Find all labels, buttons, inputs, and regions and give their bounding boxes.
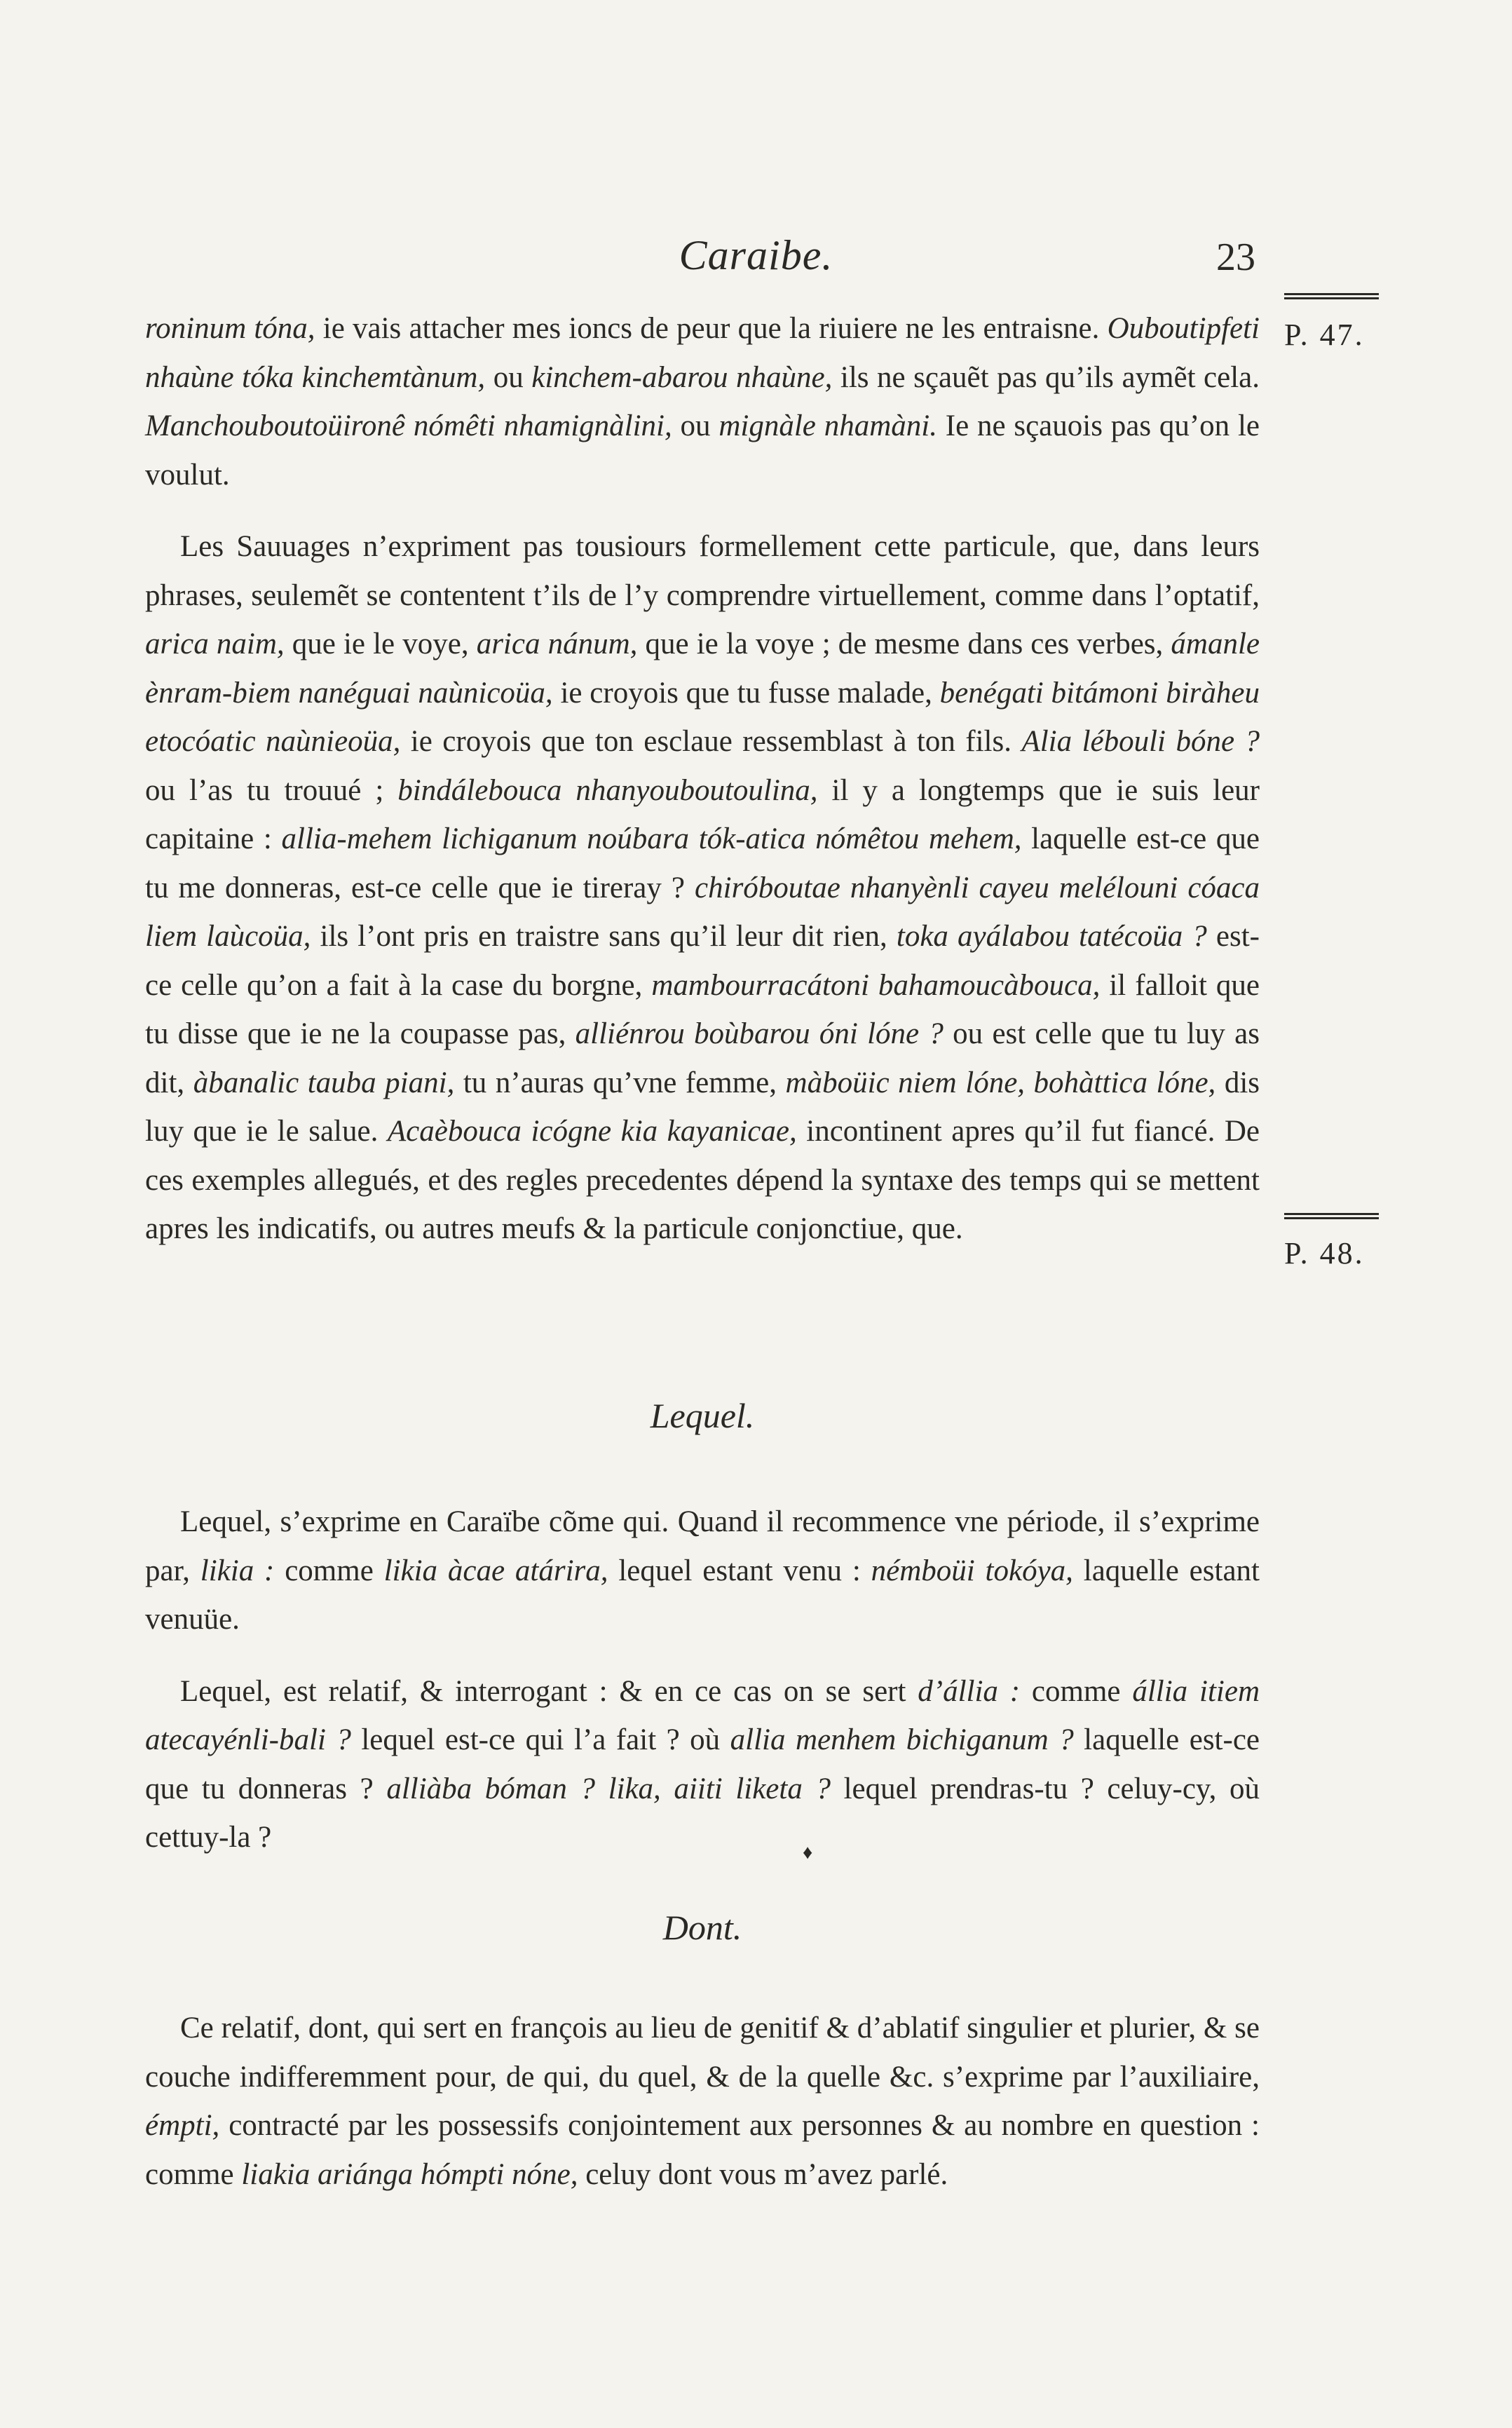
text-run: celuy dont vous m’avez parlé. bbox=[578, 2157, 948, 2191]
text-run: ou bbox=[485, 360, 532, 394]
carib-phrase: alliénrou boùbarou óni lóne ? bbox=[575, 1017, 944, 1050]
carib-phrase: kinchem-abarou nhaùne, bbox=[531, 360, 833, 394]
text-run: ou l’as tu trouué ; bbox=[145, 773, 398, 807]
text-run: incontinent apres qu’il fut fiancé. De ces exemples allegués, et des regles precedentes dépend la syntaxe des temps qui se mettent apres les indicatifs, ou autres meufs & la particule conjonctiue, que. bbox=[145, 1115, 1260, 1245]
section-heading-lequel: Lequel. bbox=[650, 1396, 755, 1435]
text-run: laquelle est-ce que tu donneras ? bbox=[145, 1723, 1260, 1805]
text-run: ils l’ont pris en traistre sans qu’il leur dit rien, bbox=[311, 920, 897, 953]
paragraph bbox=[145, 1498, 1260, 1644]
margin-rule bbox=[1284, 1213, 1379, 1219]
text-run: lequel est-ce qui l’a fait ? où bbox=[350, 1723, 730, 1756]
text-run: il y a longtemps que ie suis leur capitaine : bbox=[145, 773, 1260, 855]
paragraph bbox=[145, 1667, 1260, 1862]
carib-phrase: allia-mehem lichiganum noúbara tók-atica nómêtou mehem, bbox=[281, 822, 1022, 855]
carib-phrase: liakia ariánga hómpti nóne, bbox=[241, 2157, 578, 2191]
paragraph bbox=[145, 522, 1260, 1254]
text-run: dis luy que ie le salue. bbox=[145, 1066, 1260, 1148]
carib-phrase: émpti, bbox=[145, 2109, 220, 2142]
carib-phrase: allia menhem bichiganum ? bbox=[730, 1723, 1074, 1756]
carib-phrase: màboüic niem lóne, bohàttica lóne, bbox=[785, 1066, 1216, 1099]
text-run: ie croyois que tu fusse malade, bbox=[552, 676, 940, 710]
carib-phrase: d’állia : bbox=[918, 1674, 1021, 1708]
text-run: comme bbox=[1020, 1674, 1133, 1708]
carib-phrase: Acaèbouca icógne kia kayanicae, bbox=[387, 1115, 797, 1148]
carib-phrase: benégati bitámoni biràheu etocóatic naùnieoüa, bbox=[145, 676, 1260, 758]
text-run: laquelle est-ce que tu me donneras, est-ce celle que ie tireray ? bbox=[145, 822, 1260, 904]
carib-phrase: roninum tóna, bbox=[145, 312, 315, 345]
text-run: lequel prendras-tu ? celuy-cy, où cettuy-la ? bbox=[145, 1772, 1260, 1854]
text-run: que ie le voye, bbox=[284, 628, 477, 660]
text-run: lequel estant venu : bbox=[608, 1554, 871, 1587]
carib-phrase: àbanalic tauba piani, bbox=[193, 1066, 455, 1099]
running-title: Caraibe. bbox=[679, 232, 833, 278]
text-run: Lequel, s’exprime en Caraïbe cõme qui. Quand il recommence vne période, il s’exprime par, bbox=[145, 1505, 1260, 1587]
text-run: ou bbox=[672, 409, 719, 442]
text-run: ie croyois que ton esclaue ressemblast à ton fils. bbox=[400, 725, 1022, 758]
section-heading-dont: Dont. bbox=[662, 1908, 742, 1947]
text-run: Lequel, est relatif, & interrogant : & en ce cas on se sert bbox=[180, 1674, 918, 1708]
carib-phrase: ámanle ènram-biem nanéguai naùnicoüa, bbox=[145, 628, 1260, 710]
text-run: il falloit que tu disse que ie ne la coupasse pas, bbox=[145, 968, 1260, 1050]
carib-phrase: mambourracátoni bahamoucàbouca, bbox=[651, 968, 1101, 1002]
dont-text bbox=[145, 2004, 1260, 2199]
carib-phrase: toka ayálabou tatécoüa ? bbox=[896, 920, 1207, 953]
text-run: Les Sauuages n’expriment pas tousiours formellement cette particule, que, dans leurs phrases, seulemẽt se contentent t’ils de l’y comprendre virtuellement, comme dans l’optatif, bbox=[145, 530, 1260, 612]
text-run: tu n’auras qu’vne femme, bbox=[454, 1066, 786, 1099]
carib-phrase: arica nánum, bbox=[476, 628, 638, 660]
carib-phrase: likia : bbox=[200, 1554, 275, 1587]
margin-note-p48: P. 48. bbox=[1284, 1236, 1365, 1270]
margin-note-p47: P. 47. bbox=[1284, 318, 1365, 352]
text-run: ie vais attacher mes ioncs de peur que la riuiere ne les entraisne. bbox=[315, 312, 1108, 345]
margin-rule bbox=[1284, 293, 1379, 299]
text-run: Ce relatif, dont, qui sert en françois au lieu de genitif & d’ablatif singulier et plurier, & se couche indifferemment pour, de qui, du quel, & de la quelle &c. s’exprime par l’auxiliaire, bbox=[145, 2012, 1260, 2094]
text-run: ou est celle que tu luy as dit, bbox=[145, 1017, 1260, 1099]
carib-phrase: alliàba bóman ? lika, aiiti liketa ? bbox=[386, 1772, 831, 1805]
text-run: laquelle estant venuüe. bbox=[145, 1554, 1260, 1636]
carib-phrase: mignàle nhamàni. bbox=[718, 409, 937, 442]
text-run: que ie la voye ; de mesme dans ces verbes, bbox=[637, 628, 1171, 660]
text-run: Ie ne sçauois pas qu’on le voulut. bbox=[145, 409, 1260, 491]
carib-phrase: Alia lébouli bóne ? bbox=[1021, 725, 1260, 758]
text-run: comme bbox=[274, 1554, 384, 1587]
carib-phrase: likia àcae atárira, bbox=[383, 1554, 608, 1587]
text-run: ils ne sçauẽt pas qu’ils aymẽt cela. bbox=[832, 360, 1260, 394]
carib-phrase: Manchouboutoüironê nómêti nhamignàlini, bbox=[145, 409, 672, 442]
page-number: 23 bbox=[1216, 236, 1255, 279]
text-run: contracté par les possessifs conjointement aux personnes & au nombre en question : comme bbox=[145, 2109, 1260, 2191]
carib-phrase: némboüi tokóya, bbox=[871, 1554, 1073, 1587]
carib-phrase: Ouboutipfeti nhaùne tóka kinchemtànum, bbox=[145, 312, 1260, 394]
text-run: est-ce celle qu’on a fait à la case du borgne, bbox=[145, 920, 1260, 1002]
main-text bbox=[145, 304, 1260, 1254]
carib-phrase: chiróboutae nhanyènli cayeu melélouni cóaca liem laùcoüa, bbox=[145, 871, 1260, 953]
carib-phrase: bindálebouca nhanyouboutoulina, bbox=[397, 773, 818, 807]
paragraph bbox=[145, 304, 1260, 499]
carib-phrase: állia itiem atecayénli-bali ? bbox=[145, 1674, 1260, 1756]
paragraph bbox=[145, 2004, 1260, 2199]
carib-phrase: arica naim, bbox=[145, 628, 285, 660]
ornament-icon: ♦ bbox=[803, 1842, 813, 1864]
lequel-text bbox=[145, 1498, 1260, 1862]
